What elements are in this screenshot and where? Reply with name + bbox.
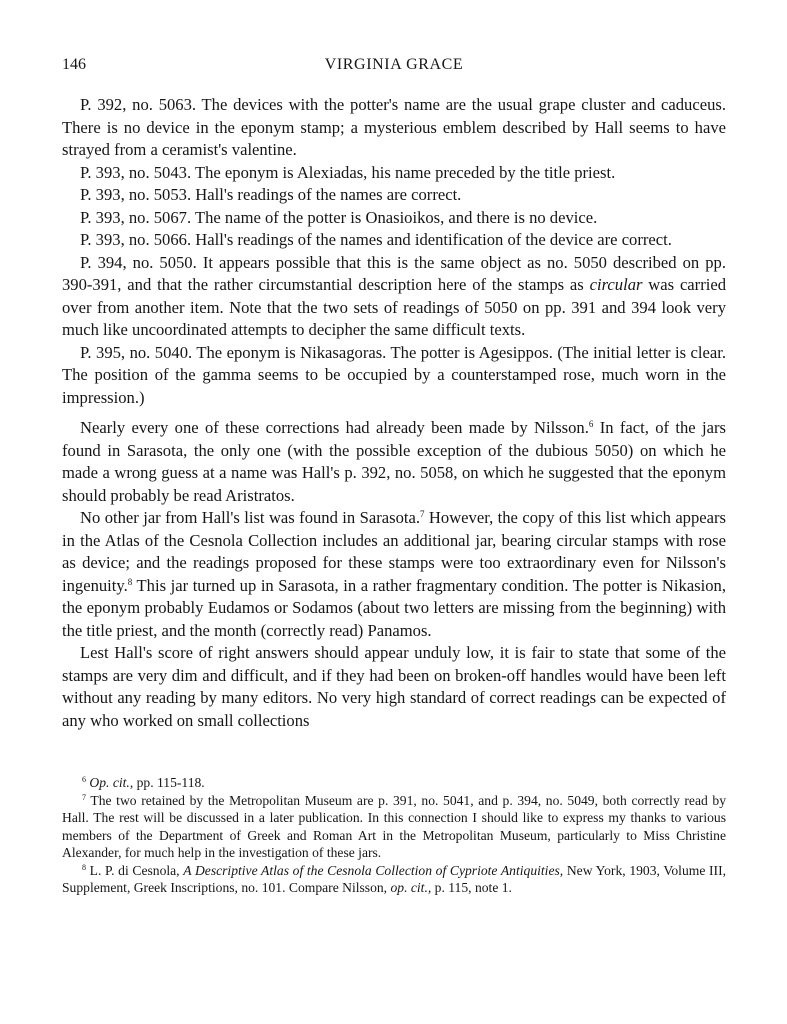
entry-5067 <box>62 207 726 230</box>
footnote-text: L. P. di Cesnola, <box>89 862 180 878</box>
footnotes <box>62 774 726 897</box>
paragraph-text: Lest Hall's score of right answers should appear unduly low, it is fair to state that some of the stamps are very dim and difficult, and if they had been on broken-off handles would have been left without any reading by many editors. No very high standard of correct readings can be expected of any who worked on small collections <box>62 643 726 730</box>
paragraph-sarasota <box>62 507 726 642</box>
citation-title: op. cit., <box>390 880 432 895</box>
footnote-ref-7[interactable]: 7 <box>420 509 425 519</box>
footnote-number: 6 <box>82 775 86 784</box>
running-header <box>62 56 726 82</box>
footnote-7 <box>62 792 726 862</box>
footnote-ref-8[interactable]: 8 <box>127 576 133 587</box>
entry-5040 <box>62 342 726 410</box>
footnote-text: New York, 1903, Volume III, Supplement, Greek Inscriptions, no. 101. Compare Nilsson, <box>62 862 727 895</box>
entry-text: Hall's readings of the names and identification of the device are correct. <box>195 230 672 249</box>
footnote-6 <box>62 774 726 792</box>
footnote-text: The two retained by the Metropolitan Museum are p. 391, no. 5041, and p. 394, no. 5049, both correctly read by Hall. The rest will be discussed in a later publication. In this connection I should like to express my thanks to various members of the Department of Greek and Roman Art in the Metropolitan Museum, particularly to Miss Christine Alexander, for much help in the investigation of these jars. <box>62 792 727 860</box>
citation-title: A Descriptive Atlas of the Cesnola Collection of Cypriote Antiquities, <box>183 862 564 878</box>
footnote-number: 8 <box>82 862 86 872</box>
running-title: VIRGINIA GRACE <box>324 56 464 73</box>
page <box>62 56 726 897</box>
page-number: 146 <box>62 56 86 73</box>
footnote-number: 7 <box>82 792 86 802</box>
footnote-text: p. 115, note 1. <box>434 880 512 895</box>
entry-ref: P. 393, no. 5066. <box>80 230 192 249</box>
entry-text: Hall's readings of the names are correct. <box>195 185 462 204</box>
paragraph-nilsson <box>62 417 726 507</box>
entry-ref: P. 394, no. 5050. <box>80 252 197 272</box>
body-text <box>62 94 726 732</box>
entry-text: It appears possible that this is the same object as no. 5050 described on pp. 390-391, and that the rather circumstantial description here of the stamps as <box>62 252 726 294</box>
paragraph-text: In fact, of the jars found in Sarasota, the only one (with the possible exception of the dubious 5050) on which he made a wrong guess at a name was Hall's p. 392, no. 5058, on which he suggested that the eponym should probably be read Aristratos. <box>62 418 726 505</box>
entry-text: The devices with the potter's name are the usual grape cluster and caduceus. There is no device in the eponym stamp; a mysterious emblem described by Hall seems to have strayed from a ceramist's valentine. <box>62 95 726 159</box>
entry-ref: P. 393, no. 5053. <box>80 185 192 204</box>
entry-text: The name of the potter is Onasioikos, and there is no device. <box>194 207 598 227</box>
paragraph-text: No other jar from Hall's list was found in Sarasota. <box>80 508 420 527</box>
paragraph-text: Nearly every one of these corrections had already been made by Nilsson. <box>80 418 589 437</box>
citation-title: Op. cit. <box>89 775 130 790</box>
footnote-8 <box>62 862 726 897</box>
entry-ref: P. 392, no. 5063. <box>80 95 197 114</box>
emphasis: circular <box>589 275 643 294</box>
paragraph-score <box>62 642 726 732</box>
entry-ref: P. 395, no. 5040. <box>80 342 193 362</box>
footnote-ref-6[interactable]: 6 <box>588 419 594 429</box>
entry-5053 <box>62 184 726 207</box>
entry-text: The eponym is Nikasagoras. The potter is Agesippos. (The initial letter is clear. The position of the gamma seems to be occupied by a counterstamped rose, much worn in the impression.) <box>62 342 726 407</box>
entry-text: The eponym is Alexiadas, his name preceded by the title priest. <box>194 162 616 182</box>
entry-5066 <box>62 229 726 252</box>
paragraph-text: However, the copy of this list which appears in the Atlas of the Cesnola Collection includes an additional jar, bearing circular stamps with rose as device; and the readings proposed for these stamps were too extraordinary even for Nilsson's ingenuity. <box>62 508 726 595</box>
entry-5043 <box>62 162 726 185</box>
section-gap <box>62 409 726 417</box>
entry-5050 <box>62 252 726 342</box>
entry-ref: P. 393, no. 5067. <box>80 207 192 227</box>
entry-5063 <box>62 94 726 162</box>
footnote-text: , pp. 115-118. <box>129 775 205 790</box>
paragraph-text: This jar turned up in Sarasota, in a rather fragmentary condition. The potter is Nikasion, the eponym probably Eudamos or Sodamos (about two letters are missing from the beginning) with the title priest, and the month (correctly read) Panamos. <box>62 575 726 640</box>
entry-text: was carried over from another item. Note that the two sets of readings of 5050 on pp. 391 and 394 look very much like uncoordinated attempts to decipher the same difficult texts. <box>62 275 726 339</box>
entry-ref: P. 393, no. 5043. <box>80 162 192 182</box>
